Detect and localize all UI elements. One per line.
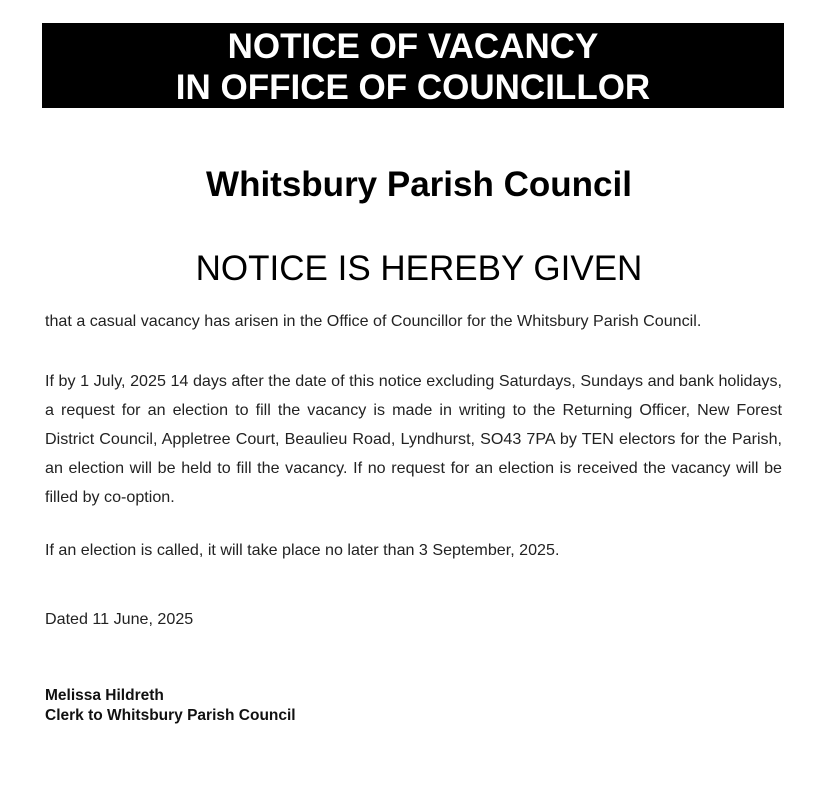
banner-title-line-1: NOTICE OF VACANCY <box>227 27 599 66</box>
notice-banner <box>42 23 784 108</box>
council-name-heading: Whitsbury Parish Council <box>206 165 632 204</box>
intro-paragraph: that a casual vacancy has arisen in the Office of Councillor for the Whitsbury Parish Council. <box>45 312 702 330</box>
banner-title-line-2: IN OFFICE OF COUNCILLOR <box>175 68 651 107</box>
election-date-paragraph: If an election is called, it will take place no later than 3 September, 2025. <box>45 541 560 559</box>
election-request-paragraph: If by 1 July, 2025 14 days after the date of this notice excluding Saturdays, Sundays and bank holidays, a request for an election to fill the vacancy is made in writing to the Returning Officer, New Forest District Council, Appletree Court, Beaulieu Road, Lyndhurst, SO43 7PA by TEN electors for the Parish, an election will be held to fill the vacancy. If no request for an election is received the vacancy will be filled by co-option. <box>45 372 782 506</box>
notice-given-heading: NOTICE IS HEREBY GIVEN <box>195 249 643 288</box>
signature-block <box>45 686 296 726</box>
signatory-name: Melissa Hildreth <box>45 687 164 704</box>
signatory-role: Clerk to Whitsbury Parish Council <box>45 707 296 724</box>
dated-line: Dated 11 June, 2025 <box>45 610 194 628</box>
